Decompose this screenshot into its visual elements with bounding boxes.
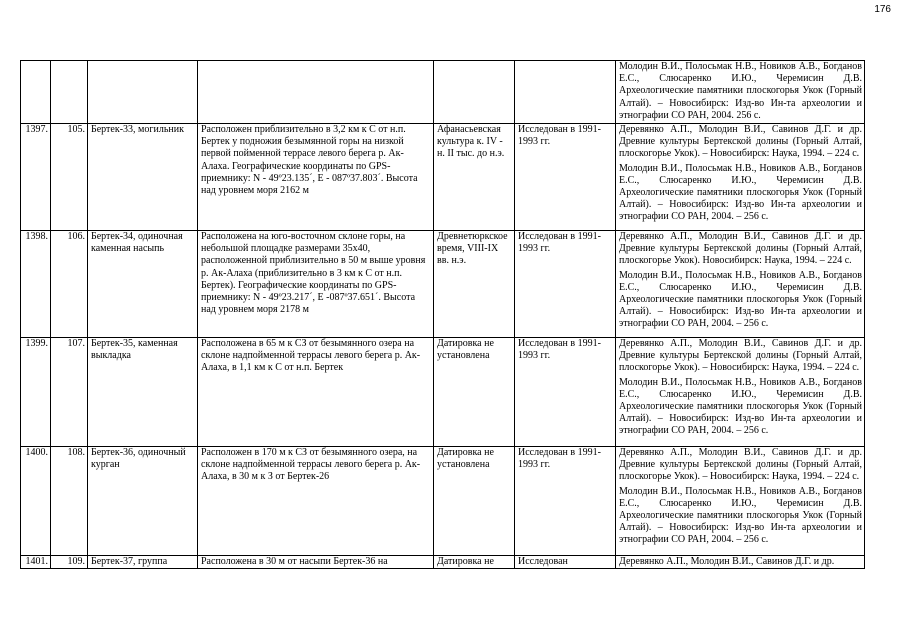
cell-description: Расположена в 30 м от насыпи Бертек-36 на bbox=[198, 556, 434, 569]
cell-registry-number bbox=[21, 61, 51, 124]
cell-literature bbox=[616, 231, 865, 338]
cell-registry-number: 1398. bbox=[21, 231, 51, 338]
cell-dating: Датировка не bbox=[434, 556, 515, 569]
cell-description: Расположена в 65 м к СЗ от безымянного озера на склоне надпойменной террасы левого берега р. Ак-Алаха, в 1,1 км к С от н.п. Бертек bbox=[198, 338, 434, 447]
cell-description: Расположена на юго-восточном склоне горы, на небольшой площадке размерами 35х40, расположенной приблизительно в 50 м выше уровня р. Ак-Алаха (приблизительно в 3 км к С от н.п. Бертек). Географические координаты по GPS-приемнику: N - 49º23.217´, E -087º37.651´. Высота над уровнем моря 2178 м bbox=[198, 231, 434, 338]
cell-name bbox=[88, 61, 198, 124]
cell-dating: Датировка не установлена bbox=[434, 447, 515, 556]
cell-literature bbox=[616, 124, 865, 231]
literature-entry: Деревянко А.П., Молодин В.И., Савинов Д.Г. и др. Древние культуры Бертекской долины (Горный Алтай, плоскогорье Укок). – Новосибирск: Наука, 1994. – 224 с. bbox=[619, 338, 862, 374]
cell-literature bbox=[616, 338, 865, 447]
table-row bbox=[21, 447, 865, 556]
cell-dating: Древнетюркское время, VIII-IX вв. н.э. bbox=[434, 231, 515, 338]
cell-dating: Датировка не установлена bbox=[434, 338, 515, 447]
cell-name: Бертек-33, могильник bbox=[88, 124, 198, 231]
cell-local-number: 106. bbox=[51, 231, 88, 338]
cell-description: Расположен в 170 м к СЗ от безымянного озера, на склоне надпойменной террасы левого берега р. Ак-Алаха, в 30 м к З от Бертек-26 bbox=[198, 447, 434, 556]
cell-dating bbox=[434, 61, 515, 124]
cell-local-number: 107. bbox=[51, 338, 88, 447]
monuments-table bbox=[20, 60, 865, 569]
cell-registry-number: 1397. bbox=[21, 124, 51, 231]
cell-status: Исследован bbox=[515, 556, 616, 569]
cell-local-number: 109. bbox=[51, 556, 88, 569]
cell-local-number bbox=[51, 61, 88, 124]
table-row bbox=[21, 61, 865, 124]
literature-entry: Деревянко А.П., Молодин В.И., Савинов Д.Г. и др. Древние культуры Бертекской долины (Горный Алтай, плоскогорье Укок). – Новосибирск: Наука, 1994. – 224 с. bbox=[619, 124, 862, 160]
cell-status bbox=[515, 61, 616, 124]
cell-status: Исследован в 1991-1993 гг. bbox=[515, 231, 616, 338]
literature-entry: Молодин В.И., Полосьмак Н.В., Новиков А.В., Богданов Е.С., Слюсаренко И.Ю., Черемисин Д.В. Археологические памятники плоскогорья Укок (Горный Алтай). – Новосибирск: Изд-во Ин-та археологии и этнографии СО РАН, 2004. – 256 с. bbox=[619, 485, 862, 546]
literature-entry: Деревянко А.П., Молодин В.И., Савинов Д.Г. и др. Древние культуры Бертекской долины (Горный Алтай, плоскогорье Укок). Новосибирск: Наука, 1994. – 224 с. bbox=[619, 231, 862, 267]
cell-name: Бертек-37, группа bbox=[88, 556, 198, 569]
cell-local-number: 105. bbox=[51, 124, 88, 231]
cell-description bbox=[198, 61, 434, 124]
cell-local-number: 108. bbox=[51, 447, 88, 556]
table-row bbox=[21, 556, 865, 569]
cell-literature bbox=[616, 556, 865, 569]
cell-description: Расположен приблизительно в 3,2 км к С от н.п. Бертек у подножия безымянной горы на низкой первой пойменной террасе левого берега р. Ак-Алаха. Географические координаты по GPS-приемнику: N - 49º23.135´, E - 087º37.803´. Высота над уровнем моря 2162 м bbox=[198, 124, 434, 231]
cell-status: Исследован в 1991-1993 гг. bbox=[515, 124, 616, 231]
literature-entry: Молодин В.И., Полосьмак Н.В., Новиков А.В., Богданов Е.С., Слюсаренко И.Ю., Черемисин Д.В. Археологические памятники плоскогорья Укок (Горный Алтай). – Новосибирск: Изд-во Ин-та археологии и этнографии СО РАН, 2004. – 256 с. bbox=[619, 376, 862, 437]
literature-entry: Деревянко А.П., Молодин В.И., Савинов Д.Г. и др. Древние культуры Бертекской долины (Горный Алтай, плоскогорье Укок). – Новосибирск: Наука, 1994. – 224 с. bbox=[619, 447, 862, 483]
cell-registry-number: 1400. bbox=[21, 447, 51, 556]
literature-entry: Молодин В.И., Полосьмак Н.В., Новиков А.В., Богданов Е.С., Слюсаренко И.Ю., Черемисин Д.В. Археологические памятники плоскогорья Укок (Горный Алтай). – Новосибирск: Изд-во Ин-та археологии и этнографии СО РАН, 2004. – 256 с. bbox=[619, 269, 862, 330]
literature-entry: Деревянко А.П., Молодин В.И., Савинов Д.Г. и др. bbox=[619, 556, 835, 567]
cell-literature bbox=[616, 61, 865, 124]
cell-name: Бертек-35, каменная выкладка bbox=[88, 338, 198, 447]
table-row bbox=[21, 338, 865, 447]
cell-registry-number: 1401. bbox=[21, 556, 51, 569]
cell-name: Бертек-34, одиночная каменная насыпь bbox=[88, 231, 198, 338]
table-row bbox=[21, 124, 865, 231]
page-number: 176 bbox=[874, 4, 891, 15]
literature-entry: Молодин В.И., Полосьмак Н.В., Новиков А.В., Богданов Е.С., Слюсаренко И.Ю., Черемисин Д.В. Археологические памятники плоскогорья Укок (Горный Алтай). – Новосибирск: Изд-во Ин-та археологии и этнографии СО РАН, 2004. 256 с. bbox=[619, 61, 862, 121]
literature-entry: Молодин В.И., Полосьмак Н.В., Новиков А.В., Богданов Е.С., Слюсаренко И.Ю., Черемисин Д.В. Археологические памятники плоскогорья Укок (Горный Алтай). – Новосибирск: Изд-во Ин-та археологии и этнографии СО РАН, 2004. – 256 с. bbox=[619, 162, 862, 223]
cell-literature bbox=[616, 447, 865, 556]
cell-dating: Афанасьевская культура к. IV - н. II тыс. до н.э. bbox=[434, 124, 515, 231]
cell-status: Исследован в 1991-1993 гг. bbox=[515, 338, 616, 447]
cell-name: Бертек-36, одиночный курган bbox=[88, 447, 198, 556]
table-row bbox=[21, 231, 865, 338]
cell-status: Исследован в 1991-1993 гг. bbox=[515, 447, 616, 556]
cell-registry-number: 1399. bbox=[21, 338, 51, 447]
